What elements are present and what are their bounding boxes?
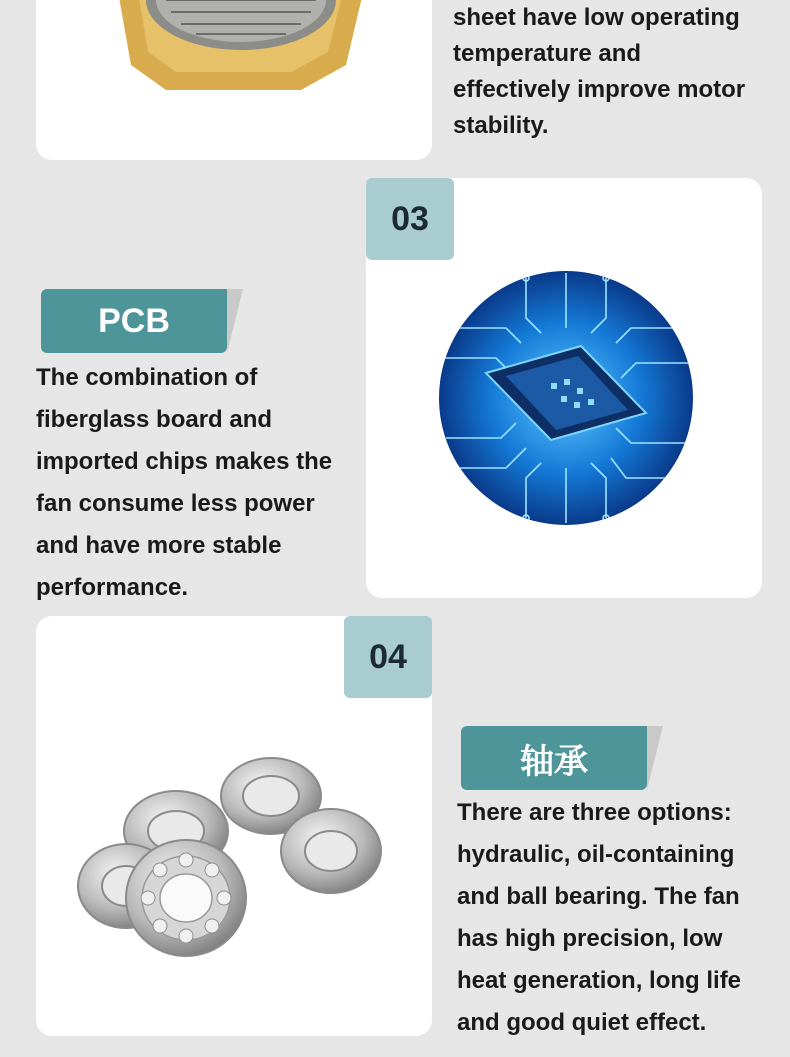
bearing-label-tag: 轴承	[461, 726, 647, 790]
pcb-description: The combination of fiberglass board and imported chips makes the fan consume less power and have more stable performance.	[36, 364, 333, 601]
section-number-04: 04	[344, 616, 432, 698]
magnet-coil-image	[36, 0, 432, 160]
previous-section-description: sheet have low operating temperature and effectively improve motor stability.	[453, 4, 746, 139]
bearing-description: There are three options: hydraulic, oil-containing and ball bearing. The fan has high precision, low heat generation, long life and good quiet effect.	[457, 799, 742, 1036]
pcb-label-tag: PCB	[41, 289, 227, 353]
magnet-image-card	[36, 0, 432, 160]
section-number-03: 03	[366, 178, 454, 260]
bearing-front	[126, 840, 246, 956]
